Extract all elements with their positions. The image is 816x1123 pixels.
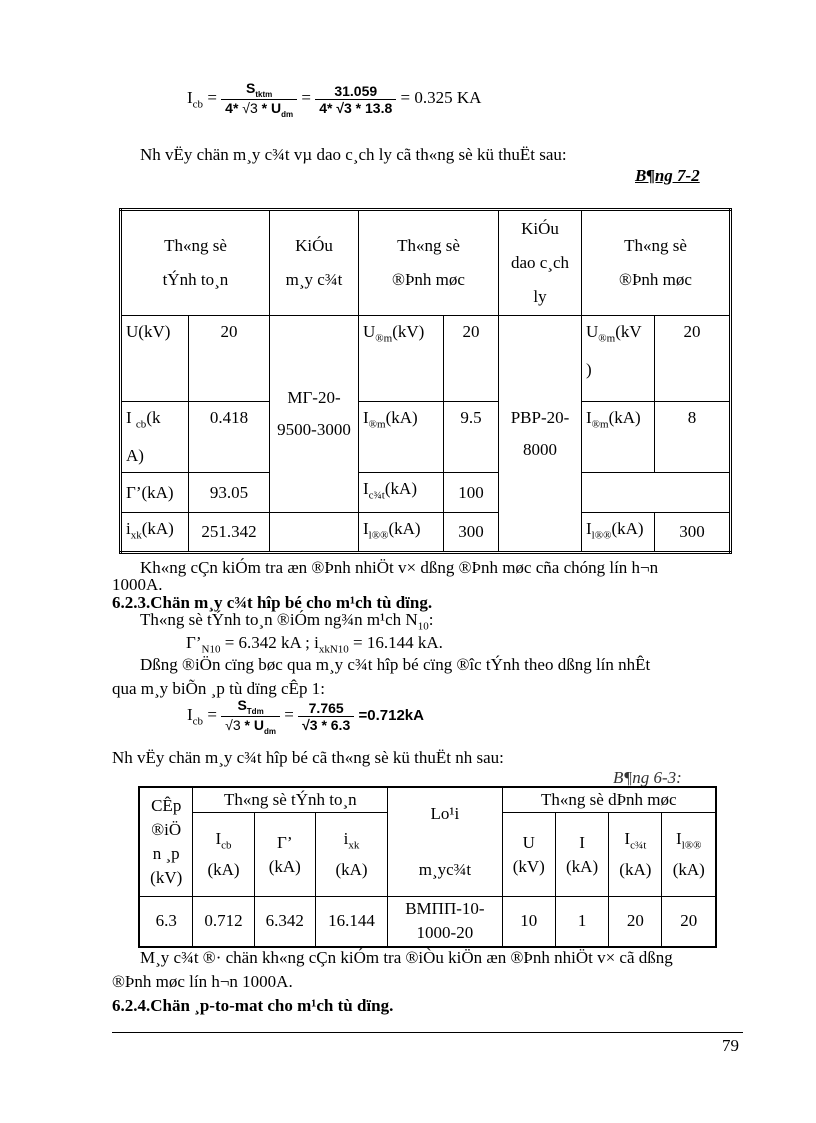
t: Γ’ bbox=[186, 633, 202, 652]
t2-voltage-level bbox=[139, 787, 193, 897]
t: (kA) bbox=[385, 408, 418, 427]
frac-num: S bbox=[237, 697, 247, 713]
fraction-1 bbox=[221, 80, 297, 119]
t: ly bbox=[533, 287, 547, 306]
t: xk bbox=[130, 529, 142, 542]
t1-cell bbox=[582, 316, 655, 402]
t: m¸y c¾t bbox=[285, 270, 343, 289]
t: dao c¸ch bbox=[510, 253, 570, 272]
t: c¾t bbox=[368, 489, 385, 502]
t2-cell bbox=[388, 897, 503, 947]
fraction-2 bbox=[315, 83, 396, 116]
paragraph-7b: ®Þnh møc lín h¬n 1000A. bbox=[112, 972, 293, 991]
formula-lhs: I bbox=[187, 88, 193, 108]
t1-cell bbox=[121, 402, 189, 473]
t: (kA) bbox=[566, 856, 599, 876]
t: I bbox=[624, 829, 631, 849]
t1-cell-empty bbox=[270, 512, 359, 552]
footer-rule bbox=[112, 1032, 743, 1033]
t2-header-type bbox=[388, 787, 503, 897]
paragraph-6: Nh vËy chän m¸y c¾t hîp bé cã th«ng sè kü thuËt nh sau: bbox=[112, 748, 504, 767]
frac-den-b: * U bbox=[240, 716, 264, 733]
frac-num: S bbox=[246, 80, 256, 96]
t: 8000 bbox=[523, 439, 557, 459]
t2-h bbox=[315, 813, 387, 897]
t1-cell bbox=[359, 402, 444, 473]
t1-dc-type bbox=[499, 316, 582, 553]
t: n ¸p bbox=[152, 844, 180, 863]
t2-header-rated: Th«ng sè dÞnh møc bbox=[502, 787, 716, 813]
t: (kA) bbox=[384, 479, 417, 499]
t: 10 bbox=[417, 620, 429, 633]
t1-cell: 300 bbox=[444, 512, 499, 552]
heading-6-2-3: 6.2.3.Chän m¸y c¾t hîp bé cho m¹ch tù dïng. bbox=[112, 593, 433, 612]
t2-cell: 0.712 bbox=[193, 897, 254, 947]
t1-cell: 251.342 bbox=[189, 512, 270, 552]
equals: = bbox=[301, 88, 316, 108]
page-number: 79 bbox=[722, 1036, 739, 1055]
t1-header-dc-rated bbox=[582, 210, 731, 316]
t: (kV) bbox=[512, 856, 545, 876]
equals: = bbox=[284, 705, 299, 725]
frac2-den: 4* √3 * 13.8 bbox=[319, 99, 393, 116]
t: 1000-20 bbox=[416, 923, 474, 943]
t: xkN10 bbox=[318, 643, 349, 656]
t1-cell bbox=[359, 512, 444, 552]
t: l®® bbox=[368, 529, 389, 542]
t2-cell: 6.342 bbox=[254, 897, 315, 947]
t: (kV bbox=[615, 322, 642, 341]
t: I bbox=[126, 408, 132, 427]
t: KiÓu bbox=[521, 219, 559, 238]
t: ®m bbox=[375, 332, 393, 345]
t: N10 bbox=[201, 643, 221, 656]
fraction-1 bbox=[221, 697, 280, 736]
t1-cell: 8 bbox=[655, 402, 731, 473]
paragraph-5a: Dßng ®iÖn cïng bøc qua m¸y c¾t hîp bé cïng ®îc tÝnh theo dßng lín nhÊt bbox=[140, 655, 651, 674]
t: l®® bbox=[681, 839, 702, 852]
t2-h bbox=[609, 813, 662, 897]
t: : bbox=[428, 610, 434, 629]
t: = 16.144 kA. bbox=[348, 633, 443, 652]
t: I bbox=[676, 829, 682, 849]
t: ) bbox=[586, 360, 592, 380]
t1-header-type bbox=[270, 210, 359, 316]
t: Th«ng sè bbox=[397, 236, 460, 255]
equals: = bbox=[207, 88, 222, 108]
paragraph-4 bbox=[186, 633, 443, 655]
t: 9500-3000 bbox=[277, 419, 351, 439]
t: ®m bbox=[591, 418, 609, 431]
t2-cell: 1 bbox=[555, 897, 608, 947]
frac2-num: 31.059 bbox=[315, 83, 396, 100]
formula-result: =0.712kA bbox=[358, 707, 424, 725]
t1-cell bbox=[121, 316, 189, 402]
t2-cell: 20 bbox=[662, 897, 716, 947]
t: A) bbox=[126, 446, 144, 466]
formula-icb-1 bbox=[187, 80, 481, 119]
t: xk bbox=[348, 839, 360, 852]
t1-cell: 20 bbox=[655, 316, 731, 402]
equals: = bbox=[207, 705, 222, 725]
t: (kA) bbox=[672, 859, 705, 879]
t: MΓ-20- bbox=[287, 387, 341, 407]
t: I bbox=[579, 832, 585, 852]
formula-icb-2 bbox=[187, 697, 424, 736]
frac2-num: 7.765 bbox=[298, 700, 354, 717]
t: I bbox=[586, 408, 592, 427]
t2-cell: 20 bbox=[609, 897, 662, 947]
t: U bbox=[586, 322, 599, 341]
t: U bbox=[522, 832, 535, 852]
t: BMΠΠ-10- bbox=[405, 899, 485, 919]
sqrt: √3 bbox=[242, 99, 258, 116]
t2-h bbox=[502, 813, 555, 897]
t: Th«ng sè bbox=[164, 236, 227, 255]
t: (kA) bbox=[388, 518, 421, 538]
frac2-den: √3 * 6.3 bbox=[302, 716, 351, 733]
t: I bbox=[586, 518, 592, 538]
t1-cell bbox=[582, 402, 655, 473]
t2-h bbox=[193, 813, 254, 897]
t1-cell: 20 bbox=[444, 316, 499, 402]
paragraph-5b: qua m¸y biÕn ¸p tù dïng cÊp 1: bbox=[112, 679, 325, 698]
t1-cell: Γ’(kA) bbox=[121, 473, 189, 512]
t: m¸yc¾t bbox=[418, 860, 472, 879]
t1-cell-empty bbox=[582, 473, 731, 512]
t2-h bbox=[555, 813, 608, 897]
t: ®m bbox=[368, 418, 386, 431]
t: I bbox=[215, 829, 222, 849]
t: = 6.342 kA ; i bbox=[220, 633, 319, 652]
t: CÊp bbox=[151, 796, 182, 815]
paragraph-3 bbox=[140, 610, 433, 632]
t: i bbox=[126, 518, 131, 538]
paragraph-2a: Kh«ng cÇn kiÓm tra æn ®Þnh nhiÖt v× dßng ®Þnh møc cña chóng lín h¬n bbox=[140, 558, 659, 577]
table1-caption: B¶ng 7-2 bbox=[635, 166, 700, 185]
frac-num-sub: Tdm bbox=[246, 706, 264, 716]
t1-cell bbox=[582, 512, 655, 552]
t: (kA) bbox=[141, 518, 174, 538]
compact-breaker-table bbox=[138, 786, 717, 948]
formula-result: = 0.325 KA bbox=[400, 88, 482, 108]
t: (kA) bbox=[207, 859, 240, 879]
t2-cell: 16.144 bbox=[315, 897, 387, 947]
formula-lhs-sub: cb bbox=[192, 98, 204, 111]
frac-num-sub: tktm bbox=[255, 89, 273, 99]
t2-cell: 10 bbox=[502, 897, 555, 947]
t: PBP-20- bbox=[510, 407, 570, 427]
frac-den-a: 4* bbox=[225, 99, 243, 116]
paragraph-1: Nh vËy chän m¸y c¾t vµ dao c¸ch ly cã th«ng sè kü thuËt sau: bbox=[140, 145, 567, 164]
t: (kV) bbox=[392, 322, 425, 341]
t: ®m bbox=[598, 332, 616, 345]
t: cb bbox=[221, 839, 232, 852]
formula-lhs: I bbox=[187, 705, 193, 725]
t1-cell: 20 bbox=[189, 316, 270, 402]
paragraph-2b: 1000A. bbox=[112, 575, 163, 594]
t: U bbox=[363, 322, 376, 341]
t: ®Þnh møc bbox=[619, 270, 692, 289]
fraction-2 bbox=[298, 700, 354, 733]
t: i bbox=[343, 829, 349, 849]
t: (k bbox=[146, 408, 161, 427]
heading-6-2-4: 6.2.4.Chän ¸p-to-mat cho m¹ch tù dïng. bbox=[112, 996, 394, 1015]
t: Th«ng sè tÝnh to¸n ®iÓm ng¾n m¹ch N bbox=[140, 610, 418, 629]
frac-den-sub: dm bbox=[263, 726, 276, 736]
paragraph-7a: M¸y c¾t ®· chän kh«ng cÇn kiÓm tra ®iÒu kiÖn æn ®Þnh nhiÖt v× cã dßng bbox=[140, 948, 673, 967]
t: Th«ng sè bbox=[624, 236, 687, 255]
table2-caption: B¶ng 6-3: bbox=[613, 768, 682, 787]
t: cb bbox=[135, 418, 147, 431]
t: KiÓu bbox=[295, 236, 333, 255]
formula-lhs-sub: cb bbox=[192, 715, 204, 728]
t1-header-rated bbox=[359, 210, 499, 316]
t1-header-dc bbox=[499, 210, 582, 316]
t: (kA) bbox=[611, 518, 644, 538]
t1-breaker-type bbox=[270, 316, 359, 513]
t1-cell: 300 bbox=[655, 512, 731, 552]
t1-header-calc bbox=[121, 210, 270, 316]
t1-cell bbox=[359, 316, 444, 402]
sqrt: √3 bbox=[225, 716, 241, 733]
t1-cell bbox=[359, 473, 444, 512]
t: (kA) bbox=[268, 856, 301, 876]
frac-den-c: * U bbox=[257, 99, 282, 116]
t1-cell: 0.418 bbox=[189, 402, 270, 473]
t2-cell: 6.3 bbox=[139, 897, 193, 947]
t: (kV) bbox=[150, 868, 183, 887]
t: c¾t bbox=[630, 839, 647, 852]
t: I bbox=[363, 479, 369, 499]
t: I bbox=[363, 518, 369, 538]
t1-cell: 100 bbox=[444, 473, 499, 512]
t2-h bbox=[254, 813, 315, 897]
t: l®® bbox=[591, 529, 612, 542]
t: ®iÖ bbox=[151, 820, 182, 839]
breaker-table bbox=[119, 208, 732, 554]
t: Lo¹i bbox=[430, 804, 460, 823]
t: U(kV) bbox=[126, 322, 171, 341]
t: (kA) bbox=[335, 859, 368, 879]
frac-den-sub: dm bbox=[281, 109, 294, 119]
t: (kA) bbox=[608, 408, 641, 427]
t1-cell: 93.05 bbox=[189, 473, 270, 512]
t: tÝnh to¸n bbox=[162, 270, 229, 289]
t: ®Þnh møc bbox=[392, 270, 465, 289]
t2-h bbox=[662, 813, 716, 897]
t1-cell: 9.5 bbox=[444, 402, 499, 473]
t: I bbox=[363, 408, 369, 427]
t: (kA) bbox=[619, 859, 652, 879]
t1-cell bbox=[121, 512, 189, 552]
t: Γ’ bbox=[277, 832, 293, 852]
t2-header-calc: Th«ng sè tÝnh to¸n bbox=[193, 787, 388, 813]
